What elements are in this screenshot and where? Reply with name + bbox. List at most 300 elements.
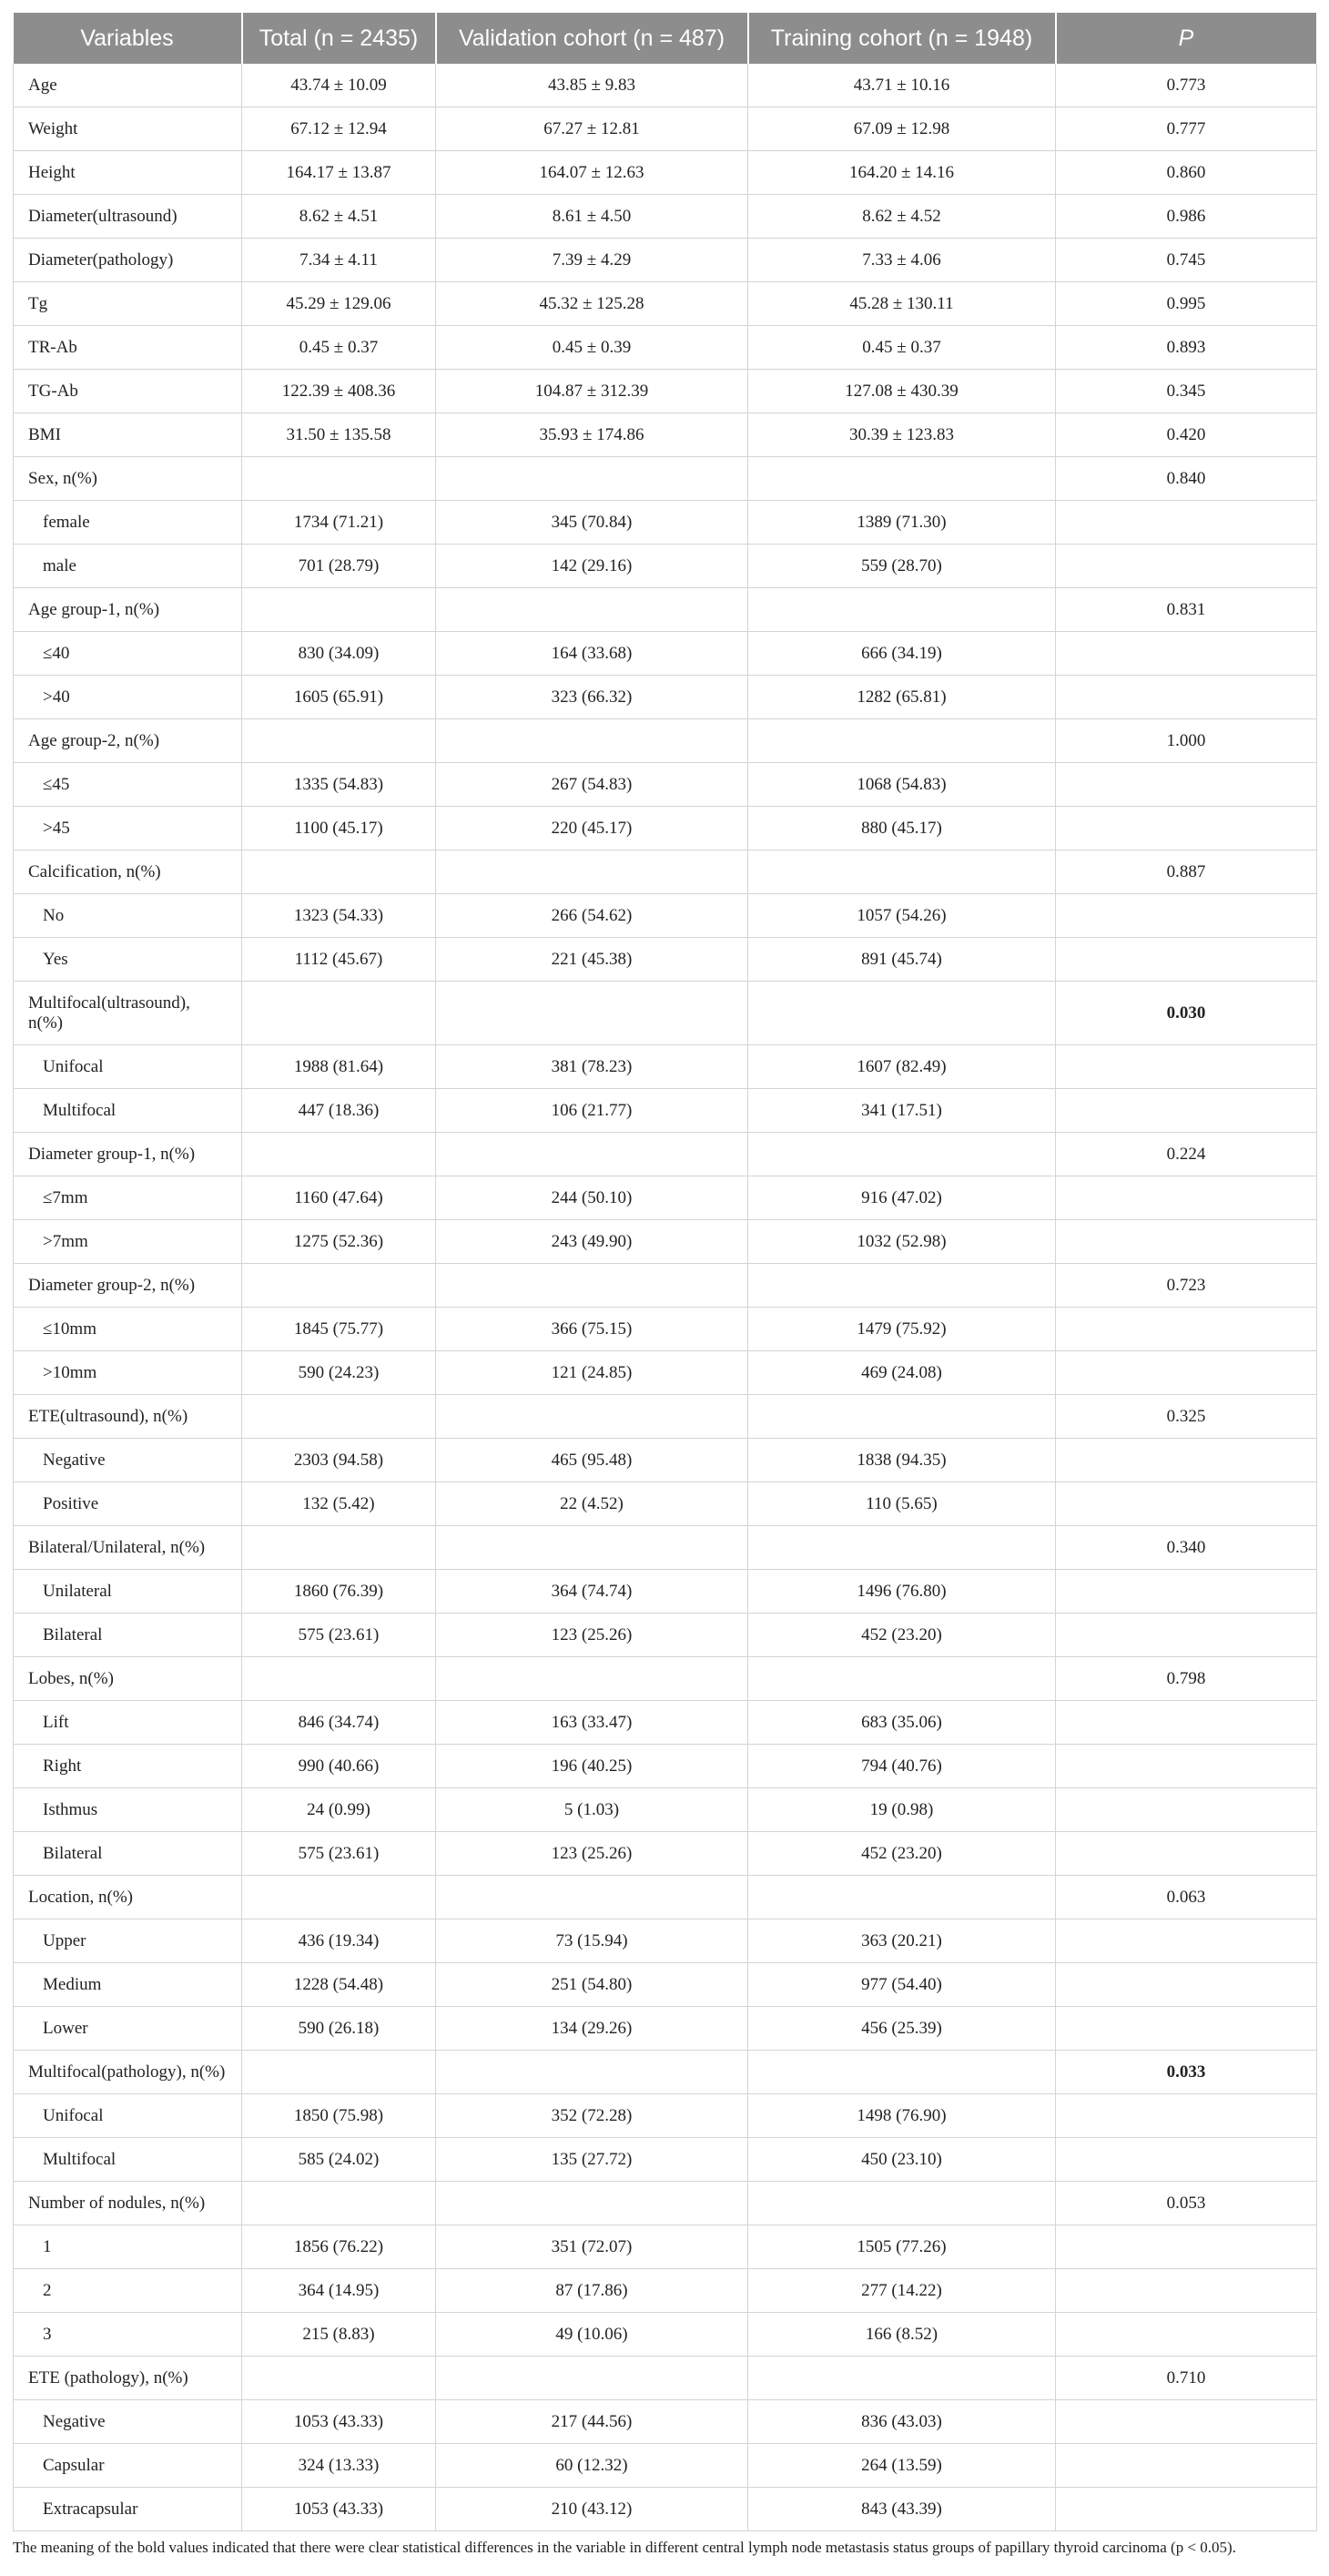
header-training-cohort: Training cohort (n = 1948)	[748, 13, 1056, 64]
baseline-characteristics-table	[13, 13, 1318, 2531]
total-cell: 436 (19.34)	[242, 1919, 436, 1963]
table-header	[14, 13, 1317, 64]
validation-cell: 351 (72.07)	[436, 2225, 748, 2269]
total-cell: 1228 (54.48)	[242, 1963, 436, 2007]
table-row	[14, 1570, 1317, 1614]
training-cell: 794 (40.76)	[748, 1745, 1056, 1788]
total-cell: 590 (24.23)	[242, 1351, 436, 1395]
table-row	[14, 1176, 1317, 1220]
total-cell: 575 (23.61)	[242, 1832, 436, 1876]
variable-cell: Location, n(%)	[14, 1876, 242, 1919]
variable-cell: 1	[14, 2225, 242, 2269]
validation-cell: 244 (50.10)	[436, 1176, 748, 1220]
variable-cell: Lift	[14, 1701, 242, 1745]
total-cell: 122.39 ± 408.36	[242, 370, 436, 413]
total-cell: 1860 (76.39)	[242, 1570, 436, 1614]
training-cell: 1505 (77.26)	[748, 2225, 1056, 2269]
total-cell: 990 (40.66)	[242, 1745, 436, 1788]
total-cell	[242, 1395, 436, 1439]
validation-cell: 43.85 ± 9.83	[436, 64, 748, 107]
total-cell: 1053 (43.33)	[242, 2400, 436, 2444]
training-cell: 264 (13.59)	[748, 2444, 1056, 2488]
validation-cell	[436, 1657, 748, 1701]
table-row	[14, 1919, 1317, 1963]
variable-cell: TG-Ab	[14, 370, 242, 413]
validation-cell: 123 (25.26)	[436, 1614, 748, 1657]
p-value-cell	[1056, 2488, 1317, 2531]
total-cell: 585 (24.02)	[242, 2138, 436, 2182]
total-cell	[242, 982, 436, 1045]
p-value-cell	[1056, 501, 1317, 545]
validation-cell: 121 (24.85)	[436, 1351, 748, 1395]
training-cell	[748, 1395, 1056, 1439]
validation-cell: 323 (66.32)	[436, 676, 748, 719]
p-value-cell: 0.710	[1056, 2357, 1317, 2400]
validation-cell: 217 (44.56)	[436, 2400, 748, 2444]
total-cell: 215 (8.83)	[242, 2313, 436, 2357]
p-value-cell: 0.831	[1056, 588, 1317, 632]
training-cell	[748, 1876, 1056, 1919]
training-cell	[748, 2182, 1056, 2225]
validation-cell	[436, 1395, 748, 1439]
validation-cell	[436, 1526, 748, 1570]
total-cell: 324 (13.33)	[242, 2444, 436, 2488]
variable-cell: 2	[14, 2269, 242, 2313]
table-row	[14, 107, 1317, 151]
total-cell: 1850 (75.98)	[242, 2094, 436, 2138]
variable-cell: >45	[14, 807, 242, 850]
variable-cell: Isthmus	[14, 1788, 242, 1832]
p-value-cell	[1056, 1919, 1317, 1963]
p-value-cell: 1.000	[1056, 719, 1317, 763]
table-row	[14, 1089, 1317, 1133]
table-row	[14, 239, 1317, 282]
total-cell: 164.17 ± 13.87	[242, 151, 436, 195]
table-row	[14, 2400, 1317, 2444]
p-value-cell: 0.986	[1056, 195, 1317, 239]
validation-cell	[436, 2051, 748, 2094]
table-row	[14, 2182, 1317, 2225]
validation-cell: 267 (54.83)	[436, 763, 748, 807]
p-value-cell	[1056, 2007, 1317, 2051]
p-value-cell: 0.887	[1056, 850, 1317, 894]
p-value-cell	[1056, 1832, 1317, 1876]
validation-cell: 381 (78.23)	[436, 1045, 748, 1089]
validation-cell	[436, 982, 748, 1045]
training-cell: 363 (20.21)	[748, 1919, 1056, 1963]
total-cell	[242, 1657, 436, 1701]
training-cell: 127.08 ± 430.39	[748, 370, 1056, 413]
training-cell: 1607 (82.49)	[748, 1045, 1056, 1089]
training-cell	[748, 1133, 1056, 1176]
validation-cell	[436, 2182, 748, 2225]
total-cell: 45.29 ± 129.06	[242, 282, 436, 326]
total-cell: 1160 (47.64)	[242, 1176, 436, 1220]
training-cell: 277 (14.22)	[748, 2269, 1056, 2313]
total-cell	[242, 588, 436, 632]
total-cell: 846 (34.74)	[242, 1701, 436, 1745]
total-cell	[242, 1133, 436, 1176]
p-value-cell: 0.777	[1056, 107, 1317, 151]
training-cell	[748, 2051, 1056, 2094]
validation-cell: 465 (95.48)	[436, 1439, 748, 1482]
training-cell: 977 (54.40)	[748, 1963, 1056, 2007]
training-cell: 166 (8.52)	[748, 2313, 1056, 2357]
total-cell: 31.50 ± 135.58	[242, 413, 436, 457]
validation-cell	[436, 850, 748, 894]
validation-cell: 221 (45.38)	[436, 938, 748, 982]
variable-cell: TR-Ab	[14, 326, 242, 370]
header-row	[14, 13, 1317, 64]
validation-cell: 7.39 ± 4.29	[436, 239, 748, 282]
table-row	[14, 1832, 1317, 1876]
training-cell	[748, 457, 1056, 501]
variable-cell: Positive	[14, 1482, 242, 1526]
validation-cell: 45.32 ± 125.28	[436, 282, 748, 326]
validation-cell	[436, 588, 748, 632]
total-cell	[242, 850, 436, 894]
variable-cell: Unifocal	[14, 1045, 242, 1089]
total-cell	[242, 1264, 436, 1308]
table-row	[14, 1439, 1317, 1482]
table-row	[14, 1395, 1317, 1439]
table-row	[14, 719, 1317, 763]
variable-cell: 3	[14, 2313, 242, 2357]
variable-cell: Multifocal(pathology), n(%)	[14, 2051, 242, 2094]
p-value-cell	[1056, 2138, 1317, 2182]
validation-cell	[436, 457, 748, 501]
p-value-cell: 0.030	[1056, 982, 1317, 1045]
p-value-cell: 0.773	[1056, 64, 1317, 107]
validation-cell: 345 (70.84)	[436, 501, 748, 545]
variable-cell: >7mm	[14, 1220, 242, 1264]
variable-cell: Diameter(ultrasound)	[14, 195, 242, 239]
variable-cell: ≤40	[14, 632, 242, 676]
variable-cell: Unilateral	[14, 1570, 242, 1614]
table-footnote: The meaning of the bold values indicated that there were clear statistical differences in the variable in different central lymph node metastasis status groups of papillary thyroid carcinoma (p < 0.05).	[13, 2539, 1236, 2556]
variable-cell: Tg	[14, 282, 242, 326]
validation-cell: 8.61 ± 4.50	[436, 195, 748, 239]
table-row	[14, 1220, 1317, 1264]
training-cell: 110 (5.65)	[748, 1482, 1056, 1526]
training-cell	[748, 2357, 1056, 2400]
table-row	[14, 2138, 1317, 2182]
variable-cell: Bilateral	[14, 1832, 242, 1876]
p-value-cell	[1056, 2444, 1317, 2488]
variable-cell: ETE(ultrasound), n(%)	[14, 1395, 242, 1439]
training-cell: 1057 (54.26)	[748, 894, 1056, 938]
variable-cell: BMI	[14, 413, 242, 457]
training-cell: 452 (23.20)	[748, 1832, 1056, 1876]
table-row	[14, 982, 1317, 1045]
validation-cell	[436, 1264, 748, 1308]
validation-cell	[436, 719, 748, 763]
p-value-cell	[1056, 1745, 1317, 1788]
table-row	[14, 1526, 1317, 1570]
training-cell: 43.71 ± 10.16	[748, 64, 1056, 107]
p-value-cell	[1056, 807, 1317, 850]
variable-cell: >10mm	[14, 1351, 242, 1395]
table-row	[14, 588, 1317, 632]
variable-cell: Diameter group-2, n(%)	[14, 1264, 242, 1308]
table-row	[14, 1045, 1317, 1089]
p-value-cell	[1056, 2400, 1317, 2444]
table-row	[14, 1657, 1317, 1701]
total-cell: 590 (26.18)	[242, 2007, 436, 2051]
training-cell: 30.39 ± 123.83	[748, 413, 1056, 457]
table-row	[14, 545, 1317, 588]
p-value-cell: 0.723	[1056, 1264, 1317, 1308]
validation-cell: 210 (43.12)	[436, 2488, 748, 2531]
table-row	[14, 850, 1317, 894]
table-row	[14, 1264, 1317, 1308]
table-row	[14, 370, 1317, 413]
validation-cell: 142 (29.16)	[436, 545, 748, 588]
table-body	[14, 64, 1317, 2531]
p-value-cell	[1056, 894, 1317, 938]
variable-cell: Bilateral	[14, 1614, 242, 1657]
total-cell: 43.74 ± 10.09	[242, 64, 436, 107]
validation-cell: 87 (17.86)	[436, 2269, 748, 2313]
table-row	[14, 632, 1317, 676]
total-cell	[242, 719, 436, 763]
total-cell: 1734 (71.21)	[242, 501, 436, 545]
validation-cell: 364 (74.74)	[436, 1570, 748, 1614]
training-cell: 683 (35.06)	[748, 1701, 1056, 1745]
training-cell	[748, 1264, 1056, 1308]
variable-cell: male	[14, 545, 242, 588]
validation-cell: 60 (12.32)	[436, 2444, 748, 2488]
table-row	[14, 938, 1317, 982]
total-cell: 2303 (94.58)	[242, 1439, 436, 1482]
total-cell: 1335 (54.83)	[242, 763, 436, 807]
training-cell: 666 (34.19)	[748, 632, 1056, 676]
p-value-cell	[1056, 1570, 1317, 1614]
p-value-cell	[1056, 938, 1317, 982]
validation-cell: 104.87 ± 312.39	[436, 370, 748, 413]
total-cell: 1275 (52.36)	[242, 1220, 436, 1264]
training-cell	[748, 719, 1056, 763]
training-cell: 1496 (76.80)	[748, 1570, 1056, 1614]
validation-cell: 49 (10.06)	[436, 2313, 748, 2357]
header-p-value: P	[1056, 13, 1317, 64]
variable-cell: Medium	[14, 1963, 242, 2007]
table-row	[14, 763, 1317, 807]
p-value-cell	[1056, 1614, 1317, 1657]
variable-cell: Multifocal	[14, 1089, 242, 1133]
validation-cell: 0.45 ± 0.39	[436, 326, 748, 370]
training-cell	[748, 982, 1056, 1045]
header-variables: Variables	[14, 13, 242, 64]
p-value-cell	[1056, 676, 1317, 719]
variable-cell: ≤7mm	[14, 1176, 242, 1220]
table-row	[14, 326, 1317, 370]
training-cell: 1068 (54.83)	[748, 763, 1056, 807]
validation-cell: 123 (25.26)	[436, 1832, 748, 1876]
training-cell: 67.09 ± 12.98	[748, 107, 1056, 151]
variable-cell: Upper	[14, 1919, 242, 1963]
table-row	[14, 1745, 1317, 1788]
p-value-cell: 0.033	[1056, 2051, 1317, 2094]
variable-cell: ETE (pathology), n(%)	[14, 2357, 242, 2400]
p-value-cell: 0.053	[1056, 2182, 1317, 2225]
validation-cell: 243 (49.90)	[436, 1220, 748, 1264]
variable-cell: ≤45	[14, 763, 242, 807]
total-cell: 24 (0.99)	[242, 1788, 436, 1832]
total-cell: 1605 (65.91)	[242, 676, 436, 719]
table-row	[14, 457, 1317, 501]
total-cell: 575 (23.61)	[242, 1614, 436, 1657]
table-row	[14, 2269, 1317, 2313]
p-value-cell	[1056, 1963, 1317, 2007]
variable-cell: Age group-1, n(%)	[14, 588, 242, 632]
p-value-cell	[1056, 632, 1317, 676]
variable-cell: Multifocal	[14, 2138, 242, 2182]
header-total: Total (n = 2435)	[242, 13, 436, 64]
total-cell: 1053 (43.33)	[242, 2488, 436, 2531]
p-value-cell	[1056, 2269, 1317, 2313]
validation-cell: 135 (27.72)	[436, 2138, 748, 2182]
variable-cell: Weight	[14, 107, 242, 151]
training-cell: 1282 (65.81)	[748, 676, 1056, 719]
total-cell: 364 (14.95)	[242, 2269, 436, 2313]
table-row	[14, 2313, 1317, 2357]
training-cell: 891 (45.74)	[748, 938, 1056, 982]
validation-cell: 5 (1.03)	[436, 1788, 748, 1832]
p-value-cell	[1056, 1788, 1317, 1832]
variable-cell: Negative	[14, 2400, 242, 2444]
table-row	[14, 1701, 1317, 1745]
variable-cell: Age	[14, 64, 242, 107]
training-cell	[748, 588, 1056, 632]
p-value-cell	[1056, 2313, 1317, 2357]
p-value-cell	[1056, 1482, 1317, 1526]
training-cell: 880 (45.17)	[748, 807, 1056, 850]
p-value-cell	[1056, 1089, 1317, 1133]
training-cell: 45.28 ± 130.11	[748, 282, 1056, 326]
validation-cell: 134 (29.26)	[436, 2007, 748, 2051]
total-cell	[242, 2051, 436, 2094]
training-cell: 559 (28.70)	[748, 545, 1056, 588]
validation-cell: 164.07 ± 12.63	[436, 151, 748, 195]
p-value-cell: 0.325	[1056, 1395, 1317, 1439]
variable-cell: Age group-2, n(%)	[14, 719, 242, 763]
total-cell: 1845 (75.77)	[242, 1308, 436, 1351]
variable-cell: Multifocal(ultrasound), n(%)	[14, 982, 242, 1045]
variable-cell: Lower	[14, 2007, 242, 2051]
training-cell: 456 (25.39)	[748, 2007, 1056, 2051]
total-cell: 1112 (45.67)	[242, 938, 436, 982]
variable-cell: Extracapsular	[14, 2488, 242, 2531]
table-row	[14, 807, 1317, 850]
variable-cell: No	[14, 894, 242, 938]
table-row	[14, 1482, 1317, 1526]
total-cell	[242, 457, 436, 501]
p-value-cell	[1056, 763, 1317, 807]
table-container	[13, 13, 1316, 2557]
p-value-cell	[1056, 2094, 1317, 2138]
total-cell: 67.12 ± 12.94	[242, 107, 436, 151]
header-validation-cohort: Validation cohort (n = 487)	[436, 13, 748, 64]
total-cell	[242, 2357, 436, 2400]
total-cell: 1323 (54.33)	[242, 894, 436, 938]
training-cell: 1032 (52.98)	[748, 1220, 1056, 1264]
variable-cell: >40	[14, 676, 242, 719]
validation-cell: 67.27 ± 12.81	[436, 107, 748, 151]
variable-cell: Height	[14, 151, 242, 195]
table-row	[14, 501, 1317, 545]
table-row	[14, 1614, 1317, 1657]
total-cell: 701 (28.79)	[242, 545, 436, 588]
p-value-cell: 0.063	[1056, 1876, 1317, 1919]
training-cell: 836 (43.03)	[748, 2400, 1056, 2444]
p-value-cell: 0.995	[1056, 282, 1317, 326]
variable-cell: female	[14, 501, 242, 545]
training-cell: 1838 (94.35)	[748, 1439, 1056, 1482]
table-row	[14, 2444, 1317, 2488]
variable-cell: Lobes, n(%)	[14, 1657, 242, 1701]
variable-cell: Bilateral/Unilateral, n(%)	[14, 1526, 242, 1570]
total-cell: 1100 (45.17)	[242, 807, 436, 850]
training-cell: 450 (23.10)	[748, 2138, 1056, 2182]
table-row	[14, 2488, 1317, 2531]
total-cell: 7.34 ± 4.11	[242, 239, 436, 282]
training-cell: 469 (24.08)	[748, 1351, 1056, 1395]
p-value-cell	[1056, 1308, 1317, 1351]
training-cell: 1479 (75.92)	[748, 1308, 1056, 1351]
training-cell: 0.45 ± 0.37	[748, 326, 1056, 370]
total-cell	[242, 2182, 436, 2225]
variable-cell: Unifocal	[14, 2094, 242, 2138]
total-cell: 0.45 ± 0.37	[242, 326, 436, 370]
training-cell: 341 (17.51)	[748, 1089, 1056, 1133]
variable-cell: Right	[14, 1745, 242, 1788]
training-cell: 8.62 ± 4.52	[748, 195, 1056, 239]
validation-cell: 196 (40.25)	[436, 1745, 748, 1788]
variable-cell: Diameter group-1, n(%)	[14, 1133, 242, 1176]
variable-cell: Capsular	[14, 2444, 242, 2488]
total-cell: 132 (5.42)	[242, 1482, 436, 1526]
p-value-cell: 0.893	[1056, 326, 1317, 370]
p-value-cell	[1056, 1351, 1317, 1395]
variable-cell: Calcification, n(%)	[14, 850, 242, 894]
table-row	[14, 2357, 1317, 2400]
training-cell: 452 (23.20)	[748, 1614, 1056, 1657]
table-row	[14, 151, 1317, 195]
validation-cell	[436, 1876, 748, 1919]
total-cell: 1856 (76.22)	[242, 2225, 436, 2269]
table-row	[14, 195, 1317, 239]
validation-cell: 266 (54.62)	[436, 894, 748, 938]
variable-cell: Negative	[14, 1439, 242, 1482]
training-cell	[748, 1657, 1056, 1701]
total-cell: 447 (18.36)	[242, 1089, 436, 1133]
training-cell	[748, 850, 1056, 894]
validation-cell: 73 (15.94)	[436, 1919, 748, 1963]
table-row	[14, 2094, 1317, 2138]
p-value-cell: 0.798	[1056, 1657, 1317, 1701]
table-row	[14, 1308, 1317, 1351]
table-row	[14, 413, 1317, 457]
table-row	[14, 2007, 1317, 2051]
validation-cell: 163 (33.47)	[436, 1701, 748, 1745]
training-cell	[748, 1526, 1056, 1570]
total-cell: 1988 (81.64)	[242, 1045, 436, 1089]
validation-cell	[436, 1133, 748, 1176]
p-value-cell	[1056, 1701, 1317, 1745]
training-cell: 164.20 ± 14.16	[748, 151, 1056, 195]
p-value-cell: 0.860	[1056, 151, 1317, 195]
